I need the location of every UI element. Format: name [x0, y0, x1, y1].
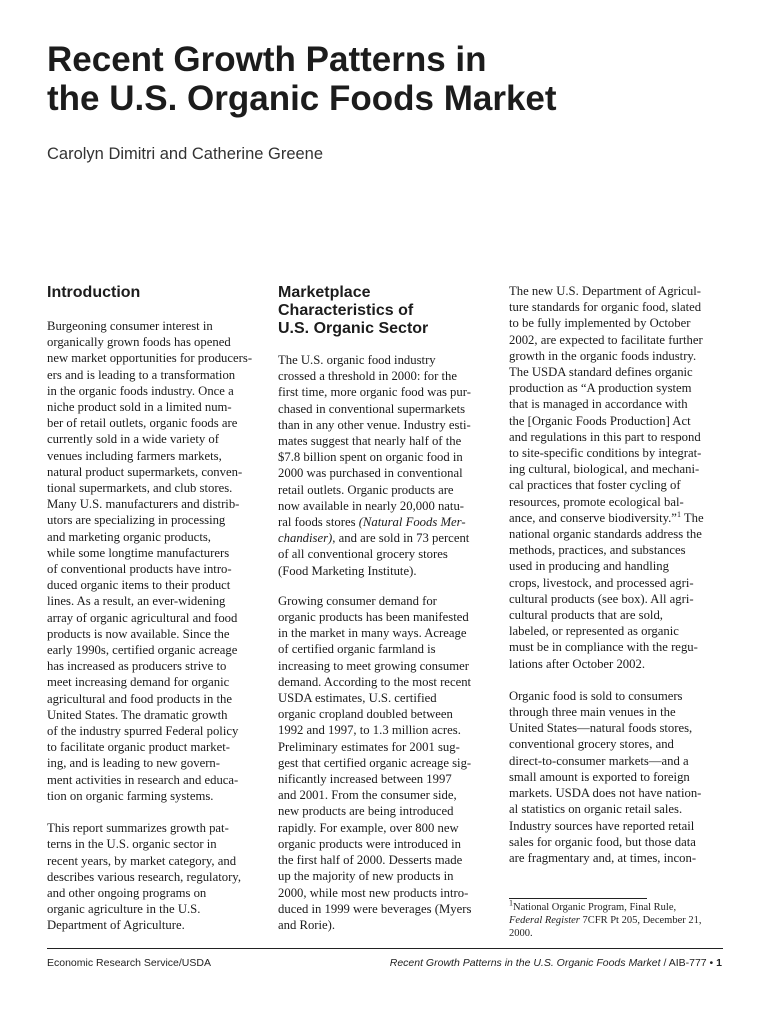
text-line: and other ongoing programs on [47, 885, 207, 900]
text-line: The U.S. organic food industry [278, 353, 436, 367]
text-line: through three main venues in the [509, 705, 676, 720]
text-line: United States. The dramatic growth [47, 707, 228, 722]
footnote-reference: 1 [676, 509, 681, 519]
text-line: of certified organic farmland is [278, 642, 436, 657]
authors: Carolyn Dimitri and Catherine Greene [47, 145, 324, 163]
page-title [47, 40, 737, 118]
footer-publication [390, 957, 722, 969]
text-line: 2000 was purchased in conventional [278, 466, 463, 481]
text-line: The USDA standard defines organic [509, 365, 693, 380]
introduction-paragraph-2 [47, 820, 265, 933]
text-line: used in producing and handling [509, 559, 669, 574]
text-line: Growing consumer demand for [278, 593, 437, 608]
text-line: in the organic foods industry. Once a [47, 383, 234, 398]
text-line: cultural products that are sold, [509, 608, 663, 623]
text-line: The new U.S. Department of Agricul- [509, 284, 702, 298]
text-line: USDA estimates, U.S. certified [278, 691, 437, 706]
marketplace-heading-line-3: U.S. Organic Sector [278, 320, 429, 337]
text-line: up the majority of new products in [278, 869, 454, 884]
text-line: must be in compliance with the regu- [509, 640, 698, 655]
text-line: methods, practices, and substances [509, 543, 686, 558]
source-citation-cont: chandiser) [278, 531, 333, 546]
text-line: (Food Marketing Institute). [278, 563, 417, 578]
text-line: to be fully implemented by October [509, 316, 691, 331]
text-line: array of organic agricultural and food [47, 610, 238, 625]
marketplace-heading-line-1: Marketplace [278, 284, 371, 301]
text-line: tion on organic farming systems. [47, 788, 214, 803]
text-line: growth in the organic foods industry. [509, 348, 697, 363]
standards-p1-lines-a [509, 283, 725, 510]
text-line: nificantly increased between 1997 [278, 772, 452, 787]
text-line: chased in conventional supermarkets [278, 401, 466, 416]
text-line: ing cultural, biological, and mechani- [509, 462, 700, 477]
text-line: and Rorie). [278, 917, 336, 932]
text-line: in the market in many ways. Acreage [278, 626, 467, 641]
text-line: demand. According to the most recent [278, 674, 472, 689]
text-line: that is managed in accordance with [509, 397, 688, 412]
footer-report-id: / AIB-777 • [660, 957, 717, 969]
text-run: , and are sold in 73 percent [332, 531, 470, 546]
text-run: ance, and conserve biodiversity.” [509, 510, 677, 525]
text-line: gest that certified organic acreage sig- [278, 755, 472, 770]
marketplace-heading-line-2: Characteristics of [278, 302, 414, 319]
text-line: organic products were introduced in [278, 836, 461, 851]
footer-report-title: Recent Growth Patterns in the U.S. Organic Foods Market [389, 957, 661, 969]
text-line: markets. USDA does not have nation- [509, 786, 702, 801]
marketplace-paragraph-2 [278, 593, 494, 933]
text-line: to facilitate organic product market- [47, 740, 230, 755]
text-line: and 2001. From the consumer side, [278, 788, 457, 803]
text-line: Industry sources have reported retail [509, 818, 695, 833]
text-line: labeled, or represented as organic [509, 624, 679, 639]
text-line: ing, and is leading to new govern- [47, 756, 221, 771]
footnote-divider [509, 898, 647, 899]
text-line: organic products has been manifested [278, 610, 469, 625]
text-line: sales for organic food, but those data [509, 834, 696, 849]
text-line: than in any other venue. Industry esti- [278, 417, 471, 432]
source-citation: (Natural Foods Mer- [358, 515, 466, 530]
text-line: ber of retail outlets, organic foods are [47, 416, 238, 431]
text-line: $7.8 billion spent on organic food in [278, 450, 463, 465]
text-line: lines. As a result, an ever-widening [47, 594, 226, 609]
text-line: utors are specializing in processing [47, 513, 226, 528]
page-number: 1 [716, 957, 722, 969]
marketplace-p1-lines-a [278, 352, 494, 514]
text-line: increasing to meet growing consumer [278, 658, 469, 673]
text-line: ture standards for organic food, slated [509, 300, 702, 315]
text-run: National Organic Program, Final Rule, [513, 902, 677, 913]
text-line: agricultural and food products in the [47, 691, 232, 706]
text-line: new market opportunities for producers- [47, 351, 253, 366]
text-line: Preliminary estimates for 2001 sug- [278, 739, 460, 754]
text-line: early 1990s, certified organic acreage [47, 643, 238, 658]
marketplace-p1-lines-b [278, 546, 494, 578]
standards-paragraph-2 [509, 688, 725, 866]
text-run: 7CFR Pt 205, December 21, [579, 915, 702, 926]
text-run: ral foods stores [278, 515, 359, 530]
text-line: production as “A production system [509, 381, 692, 396]
text-line: mates suggest that nearly half of the [278, 434, 462, 449]
text-line: 2002, are expected to facilitate further [509, 332, 703, 347]
standards-p1-footnote-line [509, 510, 725, 526]
marketplace-p1-italic-line-2 [278, 530, 494, 546]
text-line: organic cropland doubled between [278, 707, 453, 722]
text-line: to site-specific conditions by integrat- [509, 446, 702, 461]
text-line: products is now available. Since the [47, 626, 230, 641]
text-line: Burgeoning consumer interest in [47, 319, 213, 333]
footnote-publication: Federal Register [509, 915, 580, 926]
introduction-heading: Introduction [47, 284, 141, 301]
standards-p1-lines-b [509, 526, 725, 672]
column-introduction [47, 284, 265, 950]
text-line: retail outlets. Organic products are [278, 482, 454, 497]
text-line: duced in 1999 were beverages (Myers [278, 901, 472, 916]
text-line: the [Organic Foods Production] Act [509, 413, 691, 428]
text-line: has increased as producers strive to [47, 659, 227, 674]
title-line-1: Recent Growth Patterns in [47, 40, 487, 79]
text-line: conventional grocery stores, and [509, 737, 674, 752]
text-line: crops, livestock, and processed agri- [509, 575, 694, 590]
text-line: organically grown foods has opened [47, 335, 231, 350]
marketplace-paragraph-1 [278, 352, 494, 579]
footnote-line-2 [509, 914, 729, 927]
text-line: lations after October 2002. [509, 656, 645, 671]
text-line: resources, promote ecological bal- [509, 494, 684, 509]
text-line: of all conventional grocery stores [278, 547, 448, 562]
marketplace-heading [278, 284, 494, 338]
text-line: duced organic items to their product [47, 578, 231, 593]
footnote-mark: 1 [509, 898, 513, 908]
text-line: Department of Agriculture. [47, 918, 185, 933]
text-line: are fragmentary and, at times, incon- [509, 850, 697, 865]
text-line: ment activities in research and educa- [47, 772, 239, 787]
text-line: small amount is exported to foreign [509, 769, 690, 784]
text-line: This report summarizes growth pat- [47, 821, 229, 836]
standards-paragraph-1 [509, 283, 725, 672]
text-line: ers and is leading to a transformation [47, 367, 236, 382]
introduction-paragraph-1 [47, 318, 265, 804]
text-line: and regulations in this part to respond [509, 429, 701, 444]
text-line: first time, more organic food was pur- [278, 385, 471, 400]
text-line: tional supermarkets, and club stores. [47, 481, 233, 496]
text-line: organic agriculture in the U.S. [47, 902, 201, 917]
text-line: direct-to-consumer markets—and a [509, 753, 689, 768]
text-line: and marketing organic products, [47, 529, 211, 544]
text-line: rapidly. For example, over 800 new [278, 820, 459, 835]
column-standards [509, 283, 725, 882]
text-line: crossed a threshold in 2000: for the [278, 369, 457, 384]
text-line: natural product supermarkets, conven- [47, 464, 243, 479]
footer-divider [47, 948, 723, 949]
footnote-line-3: 2000. [509, 928, 533, 939]
text-line: currently sold in a wide variety of [47, 432, 219, 447]
text-run: The [680, 510, 704, 525]
text-line: al statistics on organic retail sales. [509, 802, 683, 817]
text-line: meet increasing demand for organic [47, 675, 230, 690]
text-line: 2000, while most new products intro- [278, 885, 469, 900]
text-line: of conventional products have intro- [47, 562, 232, 577]
text-line: now available in nearly 20,000 natu- [278, 498, 465, 513]
text-line: while some longtime manufacturers [47, 545, 230, 560]
text-line: terns in the U.S. organic sector in [47, 837, 217, 852]
text-line: national organic standards address the [509, 527, 702, 542]
text-line: recent years, by market category, and [47, 853, 237, 868]
title-line-2: the U.S. Organic Foods Market [47, 79, 557, 118]
text-line: Organic food is sold to consumers [509, 688, 683, 703]
footnote [509, 898, 729, 940]
column-marketplace [278, 284, 494, 947]
text-line: United States—natural foods stores, [509, 721, 693, 736]
text-line: describes various research, regulatory, [47, 869, 241, 884]
footer-agency: Economic Research Service/USDA [47, 957, 211, 969]
text-line: cultural products (see box). All agri- [509, 591, 694, 606]
footnote-line-1 [509, 898, 729, 914]
text-line: niche product sold in a limited num- [47, 400, 232, 415]
text-line: 1992 and 1997, to 1.3 million acres. [278, 723, 461, 738]
text-line: Many U.S. manufacturers and distrib- [47, 497, 240, 512]
text-line: the first half of 2000. Desserts made [278, 853, 463, 868]
text-line: new products are being introduced [278, 804, 454, 819]
text-line: cal practices that foster cycling of [509, 478, 681, 493]
text-line: venues including farmers markets, [47, 448, 222, 463]
text-line: of the industry spurred Federal policy [47, 724, 239, 739]
marketplace-p1-italic-line-1 [278, 514, 494, 530]
